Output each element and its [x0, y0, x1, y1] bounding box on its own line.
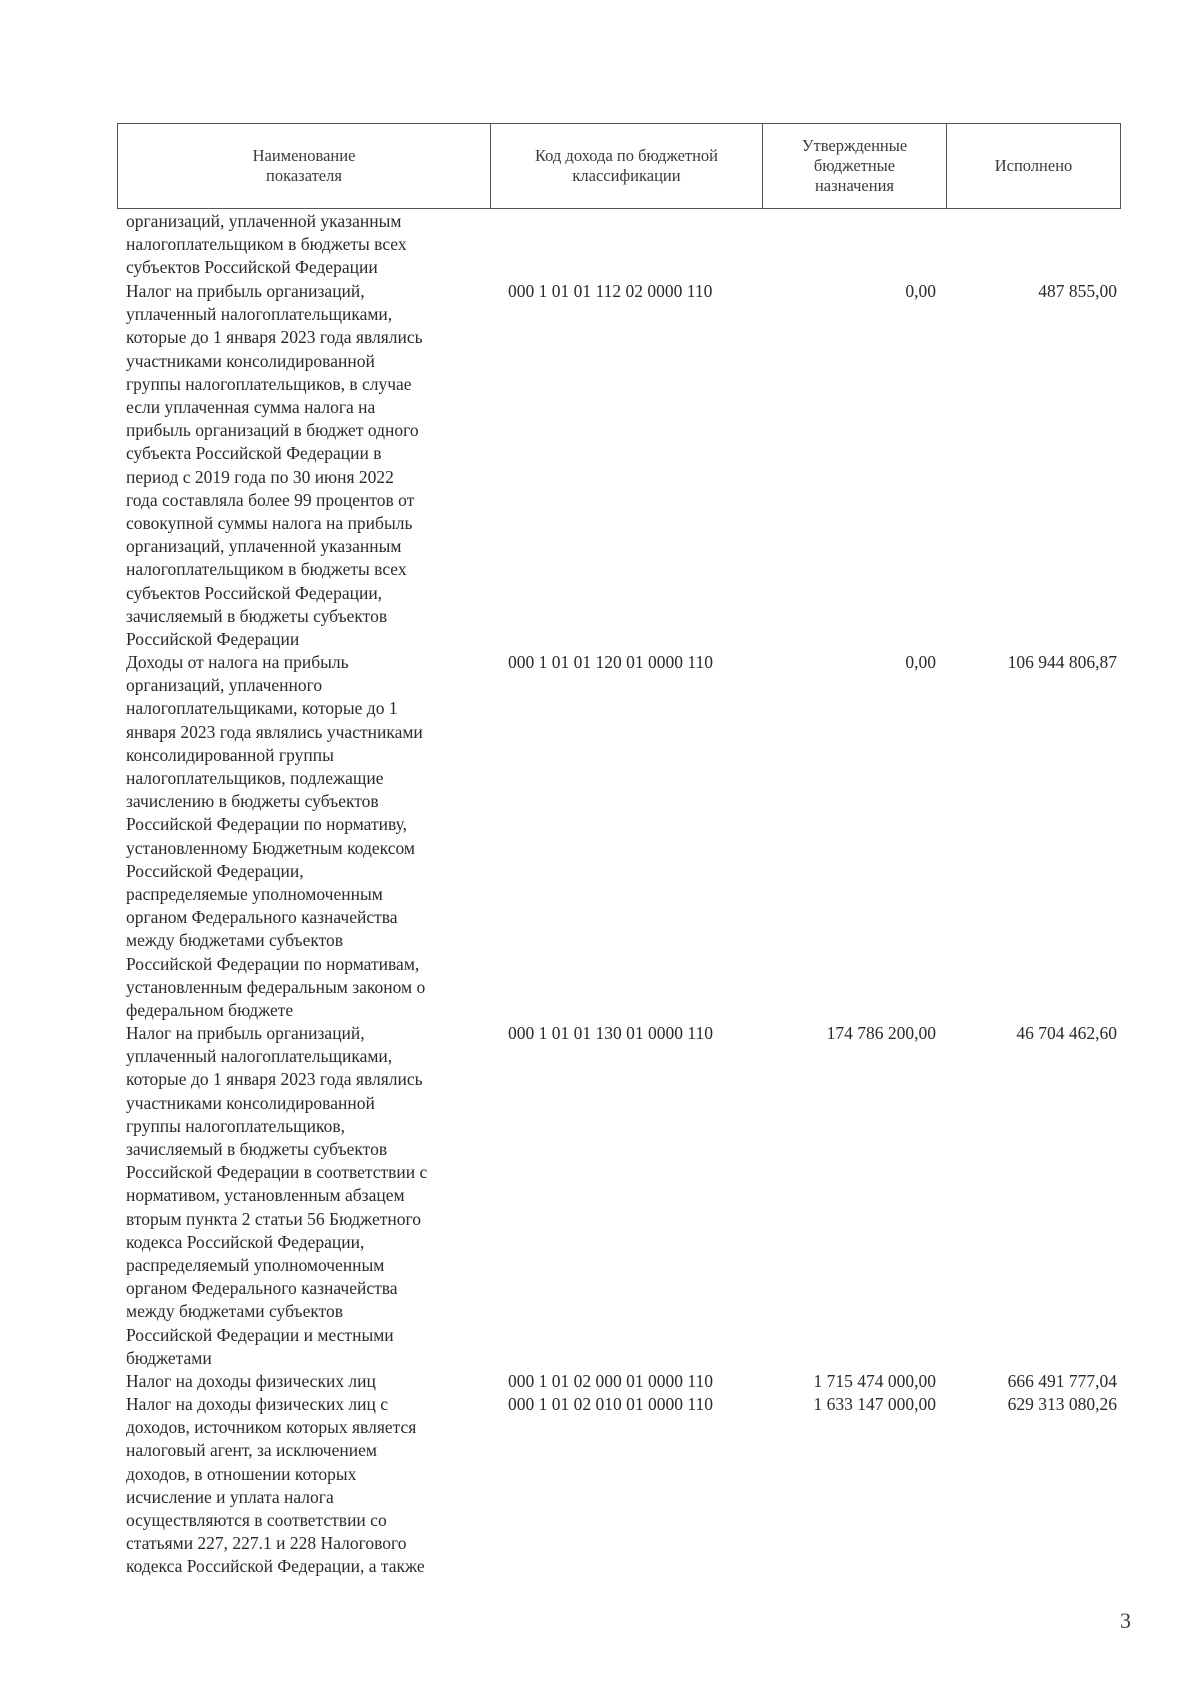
row-code: 000 1 01 01 130 01 0000 110 — [508, 1023, 713, 1043]
row-executed: 666 491 777,04 — [1007, 1371, 1117, 1391]
row-executed: 106 944 806,87 — [1007, 652, 1117, 672]
header-executed-column: Исполнено — [946, 124, 1120, 208]
row-approved: 1 715 474 000,00 — [813, 1371, 936, 1391]
table-header — [117, 123, 1121, 209]
header-name-column: Наименование показателя — [252, 146, 356, 185]
row-name: Налог на прибыль организаций, уплаченный налогоплательщиками, которые до 1 января 2023 года являлись участниками консолидированной группы налогоплательщиков, зачисляемый в бюджеты субъектов Российской Федерации в соответствии с нормативом, установленным абзацем вторым пункта 2 статьи 56 Бюджетного кодекса Российской Федерации, распределяемый уполномоченным органом Федерального казначейства между бюджетами субъектов Российской Федерации и местными бюджетами — [126, 1023, 428, 1368]
header-approved-column: Утвержденные бюджетные назначения — [762, 124, 946, 208]
row-name: Доходы от налога на прибыль организаций, уплаченного налогоплательщиками, которые до 1 января 2023 года являлись участниками консолидированной группы налогоплательщиков, подлежащие зачислению в бюджеты субъектов Российской Федерации по нормативу, установленному Бюджетным кодексом Российской Федерации, распределяемые уполномоченным органом Федерального казначейства между бюджетами субъектов Российской Федерации по нормативам, установленным федеральным законом о федеральном бюджете — [126, 652, 426, 1021]
row-executed: 487 855,00 — [1038, 281, 1117, 301]
row-code: 000 1 01 01 120 01 0000 110 — [508, 652, 713, 672]
row-executed: 46 704 462,60 — [1016, 1023, 1117, 1043]
row-approved: 1 633 147 000,00 — [813, 1394, 936, 1414]
row-code: 000 1 01 02 010 01 0000 110 — [508, 1394, 713, 1414]
row-code: 000 1 01 02 000 01 0000 110 — [508, 1371, 713, 1391]
row-name: организаций, уплаченной указанным налогоплательщиком в бюджеты всех субъектов Российской Федерации — [126, 211, 407, 278]
row-code: 000 1 01 01 112 02 0000 110 — [508, 281, 713, 301]
page-number: 3 — [1120, 1608, 1131, 1633]
row-name: Налог на доходы физических лиц с доходов, источником которых является налоговый агент, за исключением доходов, в отношении которых исчисление и уплата налога осуществляются в соответствии со статьями 227, 227.1 и 228 Налогового кодекса Российской Федерации, а также — [126, 1394, 425, 1577]
row-name: Налог на доходы физических лиц — [126, 1371, 376, 1391]
header-code-column: Код дохода по бюджетной классификации — [490, 124, 762, 208]
row-name: Налог на прибыль организаций, уплаченный налогоплательщиками, которые до 1 января 2023 года являлись участниками консолидированной группы налогоплательщиков, в случае если уплаченная сумма налога на прибыль организаций в бюджет одного субъекта Российской Федерации в период с 2019 года по 30 июня 2022 года составляла более 99 процентов от совокупной суммы налога на прибыль организаций, уплаченной указанным налогоплательщиком в бюджеты всех субъектов Российской Федерации, зачисляемый в бюджеты субъектов Российской Федерации — [126, 281, 423, 650]
row-executed: 629 313 080,26 — [1007, 1394, 1117, 1414]
row-approved: 0,00 — [905, 652, 936, 672]
row-approved: 0,00 — [905, 281, 936, 301]
row-approved: 174 786 200,00 — [826, 1023, 936, 1043]
